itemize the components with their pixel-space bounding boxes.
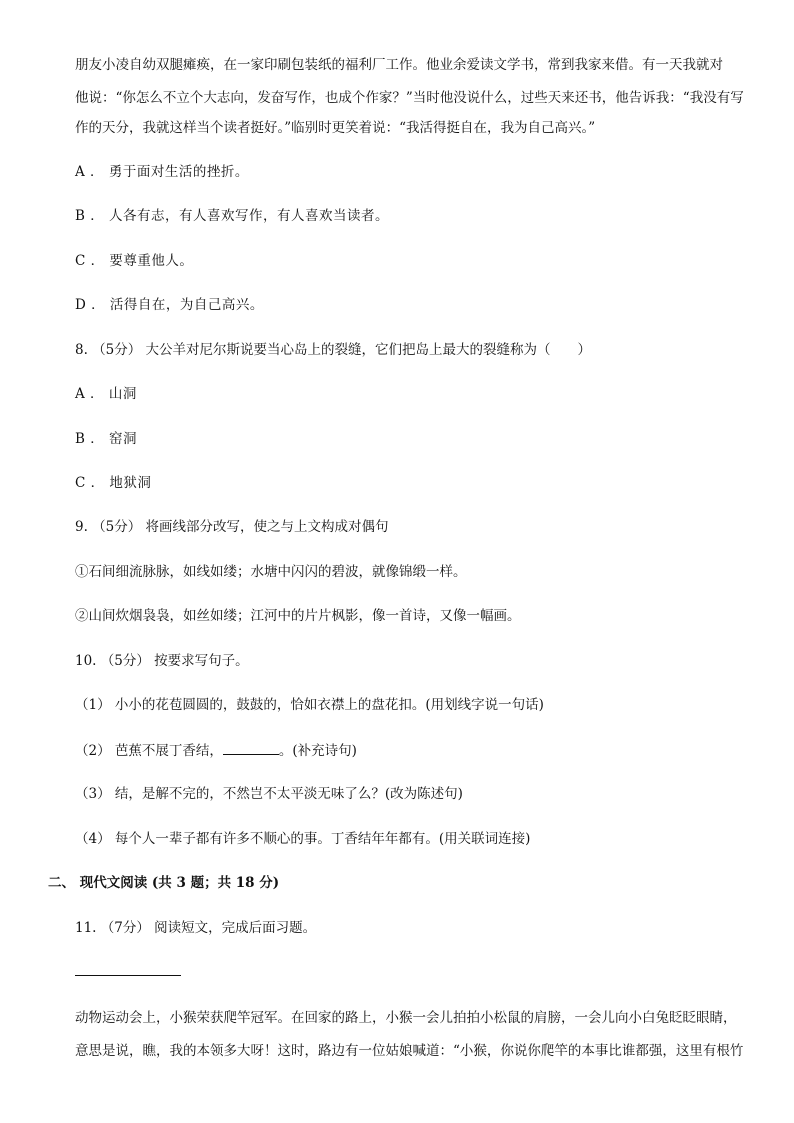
section-heading: 二、 现代文阅读 (共 3 题；共 18 分) bbox=[48, 875, 280, 891]
q10-sub-2 bbox=[75, 740, 357, 761]
q8-stem: 8. （5分） 大公羊对尼尔斯说要当心岛上的裂缝，它们把岛上最大的裂缝称为（ ） bbox=[75, 342, 592, 358]
q10-sub-4: （4） 每个人一辈子都有许多不顺心的事。丁香结年年都有。(用关联词连接) bbox=[75, 831, 531, 847]
divider-line bbox=[75, 975, 181, 976]
passage-line-1: 朋友小凌自幼双腿瘫痪，在一家印刷包装纸的福利厂工作。他业余爱读文学书，常到我家来借。有一天我就对 bbox=[75, 57, 723, 73]
q8-option-a[interactable]: A ． 山洞 bbox=[75, 386, 137, 402]
q8-option-b[interactable]: B ． 窑洞 bbox=[75, 431, 138, 447]
passage-line-2: 他说：“你怎么不立个大志向，发奋写作，也成个作家？”当时他没说什么，过些天来还书，他告诉我：“我没有写 bbox=[75, 90, 744, 106]
q7-option-c[interactable]: C ． 要尊重他人。 bbox=[75, 253, 194, 269]
q10-sub-3: （3） 结，是解不完的，不然岂不太平淡无味了么？(改为陈述句) bbox=[75, 786, 463, 802]
q7-option-b[interactable]: B ． 人各有志，有人喜欢写作，有人喜欢当读者。 bbox=[75, 208, 390, 224]
q8-option-c[interactable]: C ． 地狱洞 bbox=[75, 475, 152, 491]
q11-paragraph-line-2: 意思是说，瞧，我的本领多大呀！这时，路边有一位姑娘喊道：“小猴，你说你爬竿的本事比谁都强，这里有根竹 bbox=[75, 1043, 744, 1059]
q10-sub-1: （1） 小小的花苞圆圆的，鼓鼓的，恰如衣襟上的盘花扣。(用划线字说一句话) bbox=[75, 697, 544, 713]
q9-sentence-1: ①石间细流脉脉，如线如缕；水塘中闪闪的碧波，就像锦缎一样。 bbox=[75, 564, 467, 580]
passage-line-3: 作的天分，我就这样当个读者挺好。”临别时更笑着说：“我活得挺自在，我为自己高兴。” bbox=[75, 120, 596, 136]
q7-option-d[interactable]: D ． 活得自在，为自己高兴。 bbox=[75, 297, 264, 313]
q11-paragraph-line-1: 动物运动会上，小猴荣获爬竿冠军。在回家的路上，小猴一会儿拍拍小松鼠的肩膀，一会儿向小白兔眨眨眼睛， bbox=[75, 1010, 737, 1026]
q9-stem: 9. （5分） 将画线部分改写，使之与上文构成对偶句 bbox=[75, 519, 389, 535]
q11-stem: 11. （7分） 阅读短文，完成后面习题。 bbox=[75, 920, 317, 936]
q10-sub-2-suffix: 。(补充诗句) bbox=[278, 743, 357, 759]
q10-stem: 10. （5分） 按要求写句子。 bbox=[75, 653, 249, 669]
answer-blank[interactable] bbox=[223, 740, 279, 755]
q9-sentence-2: ②山间炊烟袅袅，如丝如缕；江河中的片片枫影，像一首诗，又像一幅画。 bbox=[75, 608, 521, 624]
q10-sub-2-prefix: （2） 芭蕉不展丁香结， bbox=[75, 743, 223, 759]
q7-option-a[interactable]: A ． 勇于面对生活的挫折。 bbox=[75, 164, 249, 180]
